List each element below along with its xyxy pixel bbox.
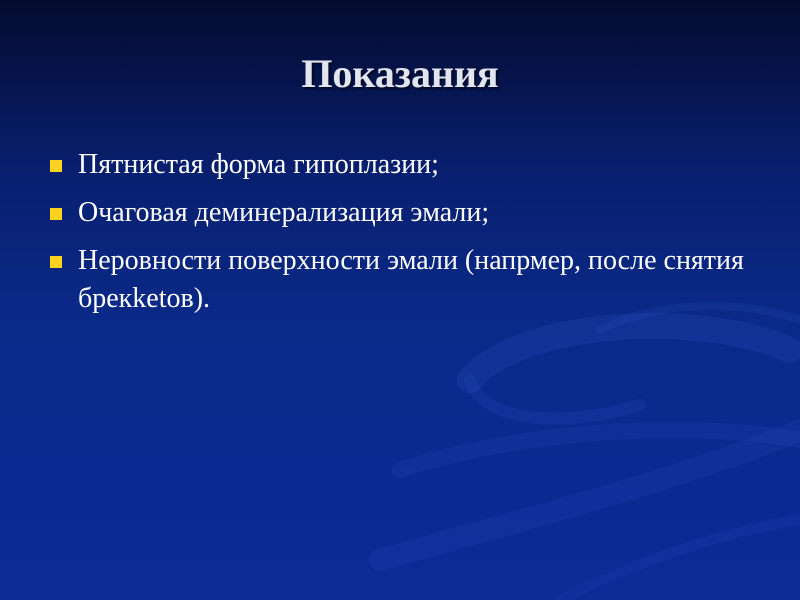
bullet-text: Очаговая деминерализация эмали; bbox=[78, 197, 490, 228]
square-bullet-icon bbox=[50, 160, 62, 172]
bullet-item bbox=[46, 242, 746, 318]
bullet-text: Неровности поверхности эмали (напрмер, после снятия брекketов). bbox=[78, 245, 744, 314]
slide-title: Показания bbox=[301, 51, 499, 96]
square-bullet-icon bbox=[50, 256, 62, 268]
square-bullet-icon bbox=[50, 208, 62, 220]
bullet-list bbox=[46, 146, 746, 328]
bullet-item bbox=[46, 146, 746, 184]
bullet-text: Пятнистая форма гипоплазии; bbox=[78, 149, 439, 180]
bullet-item bbox=[46, 194, 746, 232]
